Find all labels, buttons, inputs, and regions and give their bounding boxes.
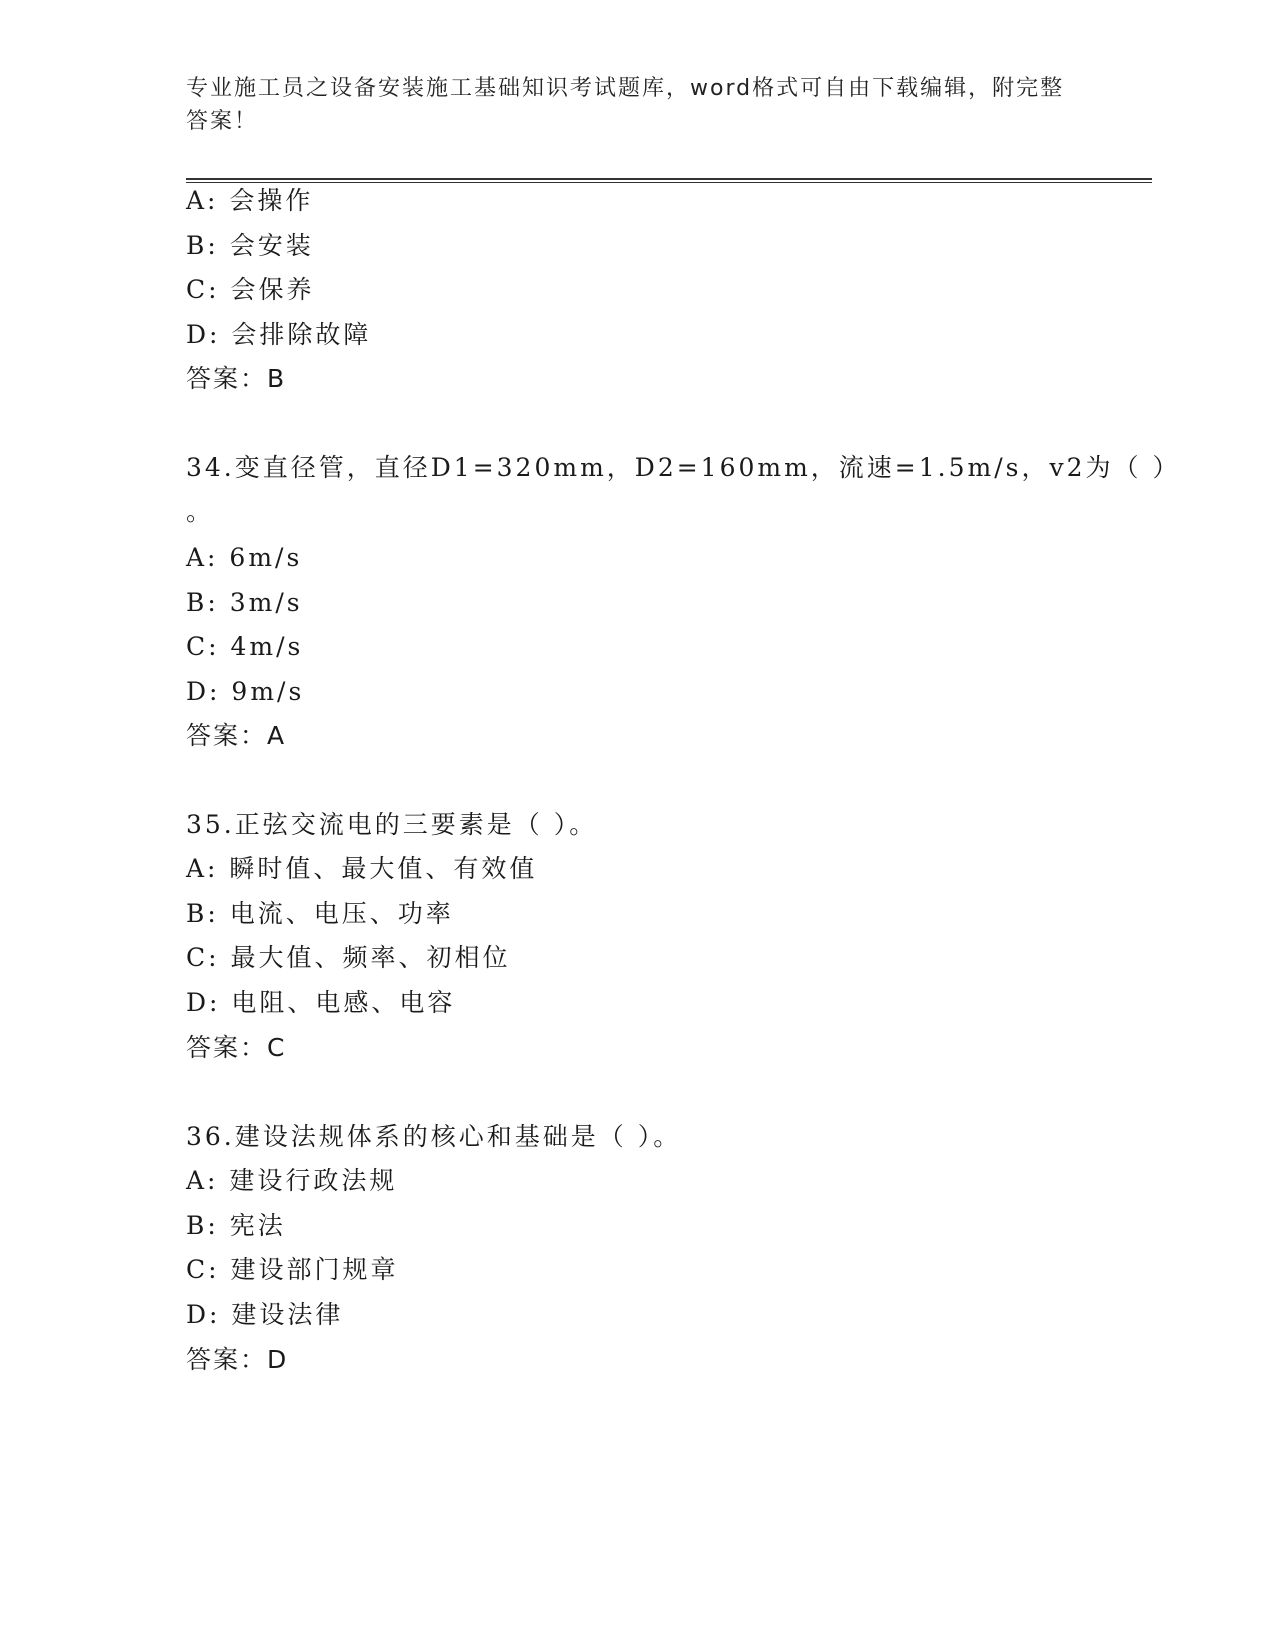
header-divider-thin: [186, 182, 1152, 183]
q35-option-d: D: 电阻、电感、电容: [186, 988, 456, 1017]
q34-question: 34.变直径管，直径D1=320mm，D2=160mm，流速=1.5m/s，v2为（ ）: [186, 453, 1181, 482]
q36-answer: 答案：D: [186, 1345, 289, 1374]
q34-option-d: D: 9m/s: [186, 677, 305, 706]
q34-question-cont: 。: [186, 497, 215, 526]
q34-option-c: C: 4m/s: [186, 632, 304, 661]
q33-answer: 答案：B: [186, 364, 287, 393]
q33-option-d: D: 会排除故障: [186, 320, 372, 349]
q35-option-b: B: 电流、电压、功率: [186, 899, 454, 928]
q35-question: 35.正弦交流电的三要素是（ ）。: [186, 810, 598, 839]
q36-option-a: A: 建设行政法规: [186, 1166, 398, 1195]
q36-option-b: B: 宪法: [186, 1211, 286, 1240]
document-header: 专业施工员之设备安装施工基础知识考试题库，word格式可自由下载编辑，附完整答案！: [186, 76, 1065, 134]
q33-option-b: B: 会安装: [186, 231, 314, 260]
q36-question: 36.建设法规体系的核心和基础是（ ）。: [186, 1122, 682, 1151]
q34-answer: 答案：A: [186, 721, 287, 750]
q33-option-a: A: 会操作: [186, 186, 314, 215]
header-divider-thick: [186, 178, 1152, 180]
q34-option-b: B: 3m/s: [186, 588, 303, 617]
q36-option-c: C: 建设部门规章: [186, 1255, 399, 1284]
q36-option-d: D: 建设法律: [186, 1300, 344, 1329]
q34-option-a: A: 6m/s: [186, 543, 303, 572]
q35-answer: 答案：C: [186, 1033, 287, 1062]
q33-option-c: C: 会保养: [186, 275, 315, 304]
q35-option-c: C: 最大值、频率、初相位: [186, 943, 511, 972]
q35-option-a: A: 瞬时值、最大值、有效值: [186, 854, 538, 883]
